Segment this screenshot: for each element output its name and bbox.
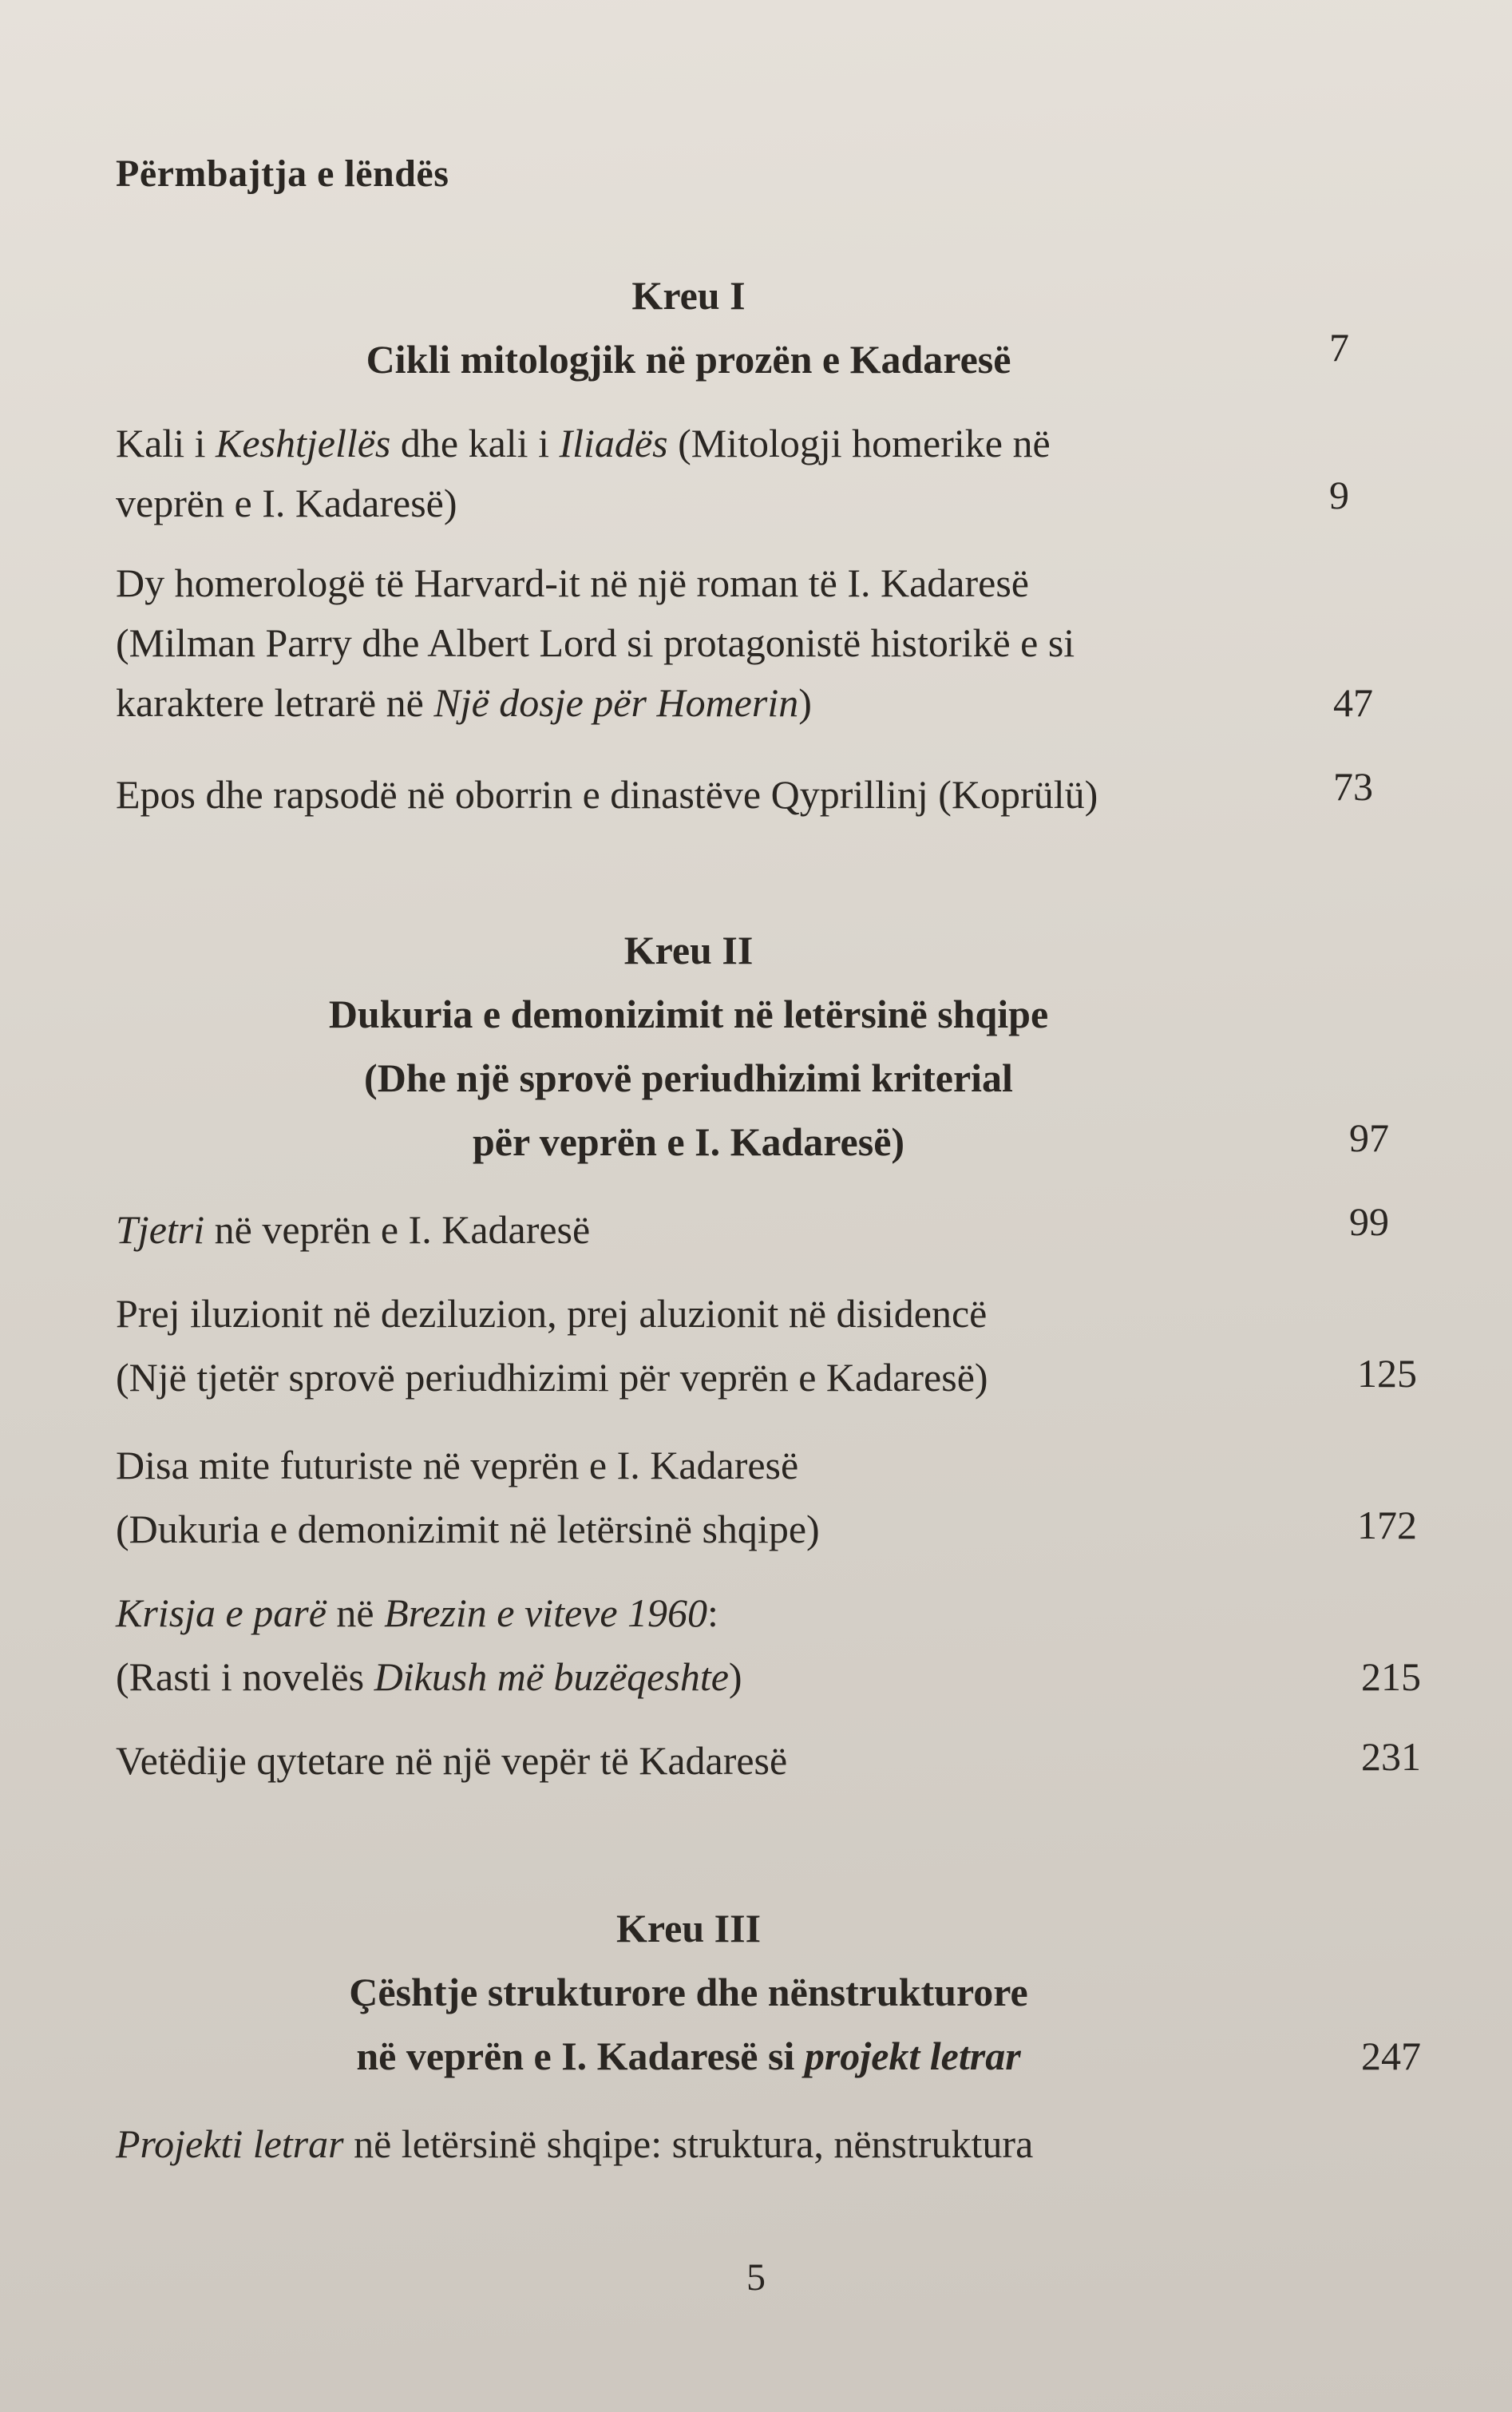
chapter-2-title-line2: (Dhe një sprovë periudhizimi kriterial <box>364 1055 1013 1100</box>
toc-entry-2-5: Vetëdije qytetare në një vepër të Kadaresë <box>116 1738 788 1783</box>
toc-entry-2-2-line2: (Një tjetër sprovë periudhizimi për veprën e Kadaresë) <box>116 1355 988 1400</box>
chapter-3-page: 247 <box>1361 2034 1421 2078</box>
chapter-2-label: Kreu II <box>623 928 754 972</box>
toc-entry-1-2: Dy homerologë të Harvard-it në një roman të I. Kadaresë <box>116 560 1029 605</box>
toc-entry-2-3-page: 172 <box>1357 1503 1417 1547</box>
toc-entry-2-4-line2: (Rasti i novelës Dikush më buzëqeshte) <box>116 1654 742 1699</box>
toc-entry-3-1: Projekti letrar në letërsinë shqipe: struktura, nënstruktura <box>116 2121 1034 2166</box>
chapter-1-title: Cikli mitologjik në prozën e Kadaresë <box>366 337 1011 382</box>
toc-entry-2-4-page: 215 <box>1361 1654 1421 1699</box>
toc-entry-1-1-page: 9 <box>1329 473 1349 517</box>
chapter-2-page: 97 <box>1349 1115 1389 1160</box>
page-title: Përmbajtja e lëndës <box>116 152 449 195</box>
toc-entry-2-3-line2: (Dukuria e demonizimit në letërsinë shqipe) <box>116 1507 820 1551</box>
toc-entry-2-1-page: 99 <box>1349 1199 1389 1244</box>
toc-entry-1-1-line2: veprën e I. Kadaresë) <box>116 481 457 525</box>
toc-entry-2-2-page: 125 <box>1357 1351 1417 1396</box>
chapter-3-title-line2: në veprën e I. Kadaresë si projekt letrar <box>356 2034 1021 2078</box>
toc-entry-2-2: Prej iluzionit në deziluzion, prej aluzionit në disidencë <box>116 1291 988 1336</box>
toc-entry-2-4: Krisja e parë në Brezin e viteve 1960: <box>116 1590 718 1635</box>
toc-entry-2-5-page: 231 <box>1361 1734 1421 1779</box>
chapter-3-label: Kreu III <box>615 1906 762 1951</box>
toc-entry-2-3: Disa mite futuriste në veprën e I. Kadaresë <box>116 1443 799 1487</box>
toc-entry-1-2-line3: karaktere letrarë në Një dosje për Homerin) <box>116 680 812 725</box>
chapter-2-title-line3: për veprën e I. Kadaresë) <box>472 1119 905 1164</box>
chapter-1-label: Kreu I <box>631 273 746 318</box>
chapter-1-page: 7 <box>1329 325 1349 370</box>
toc-entry-1-1: Kali i Keshtjellës dhe kali i Iliadës (Mitologji homerike në <box>116 421 1051 465</box>
chapter-3-title-line1: Çështje strukturore dhe nënstrukturore <box>349 1970 1028 2014</box>
page-number: 5 <box>746 2256 766 2299</box>
toc-entry-1-3-page: 73 <box>1333 764 1373 809</box>
toc-entry-1-2-page: 47 <box>1333 680 1373 725</box>
toc-entry-1-2-line2: (Milman Parry dhe Albert Lord si protagonistë historikë e si <box>116 620 1075 665</box>
toc-entry-1-3: Epos dhe rapsodë në oborrin e dinastëve Qyprillinj (Koprülü) <box>116 772 1098 817</box>
toc-entry-2-1: Tjetri në veprën e I. Kadaresë <box>116 1207 591 1252</box>
chapter-2-title-line1: Dukuria e demonizimit në letërsinë shqipe <box>328 992 1049 1036</box>
